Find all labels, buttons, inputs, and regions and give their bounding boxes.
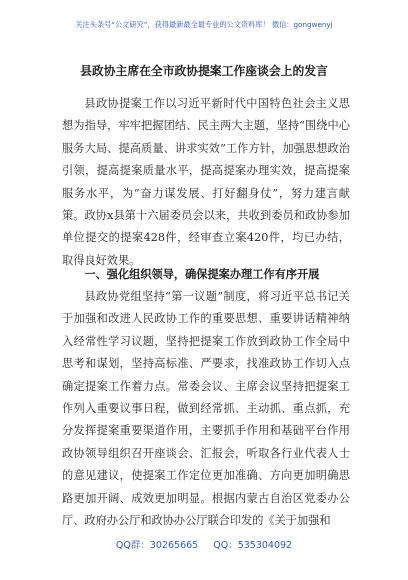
header-banner: 关注头条号“公文研究”，获得最新最全最专业的公文资料库！ 微信：gongwenyj bbox=[75, 20, 333, 29]
body-paragraph-section-1: 县政协党组坚持“第一议题”制度，将习近平总书记关于加强和改进人民政协工作的重要思想、重要讲话精神纳入经常性学习议题，坚持把提案工作放到政协工作全局中思考和谋划，坚持高标准、严要求，找准政协工作切入点确定提案工作着力点。常委会议、主席会议坚持把提案工作列入重要议事日程，做到经常抓、主动抓、重点抓，充分发挥提案重要渠道作用，主要抓手作用和基础平台作用政协领导组织召开座谈会、汇报会，听取各行业代表人士的意见建议，使提案工作定位更加准确、方向更加明确思路更加开阔、成效更加明显。根据内蒙古自治区党委办公厅、政府办公厅和政协办公厅联合印发的《关于加强和 bbox=[62, 290, 350, 528]
footer-contact bbox=[0, 537, 408, 551]
footer-qq-number: QQ：535304092 bbox=[213, 540, 293, 551]
document-title: 县政协主席在全市政协提案工作座谈会上的发言 bbox=[80, 64, 328, 78]
body-paragraph-intro: 县政协提案工作以习近平新时代中国特色社会主义思想为指导，牢牢把握团结、民主两大主题，坚持“围绕中心服务大局、提高质量、讲求实效”工作方针，加强思想政治引领，提高提案质量水平，提高提案办理实效，提高提案服务水平，为“奋力谋发展、打好翻身仗”，努力建言献策。政协x县第十六届委员会以来，共收到委员和政协参加单位提交的提案428件，经审查立案420件，均已办结，取得良好效果。 bbox=[62, 97, 350, 267]
footer-qq-group: QQ群：30265665 bbox=[115, 540, 199, 551]
section-heading-1: 一、强化组织领导，确保提案办理工作有序开展 bbox=[84, 268, 320, 281]
